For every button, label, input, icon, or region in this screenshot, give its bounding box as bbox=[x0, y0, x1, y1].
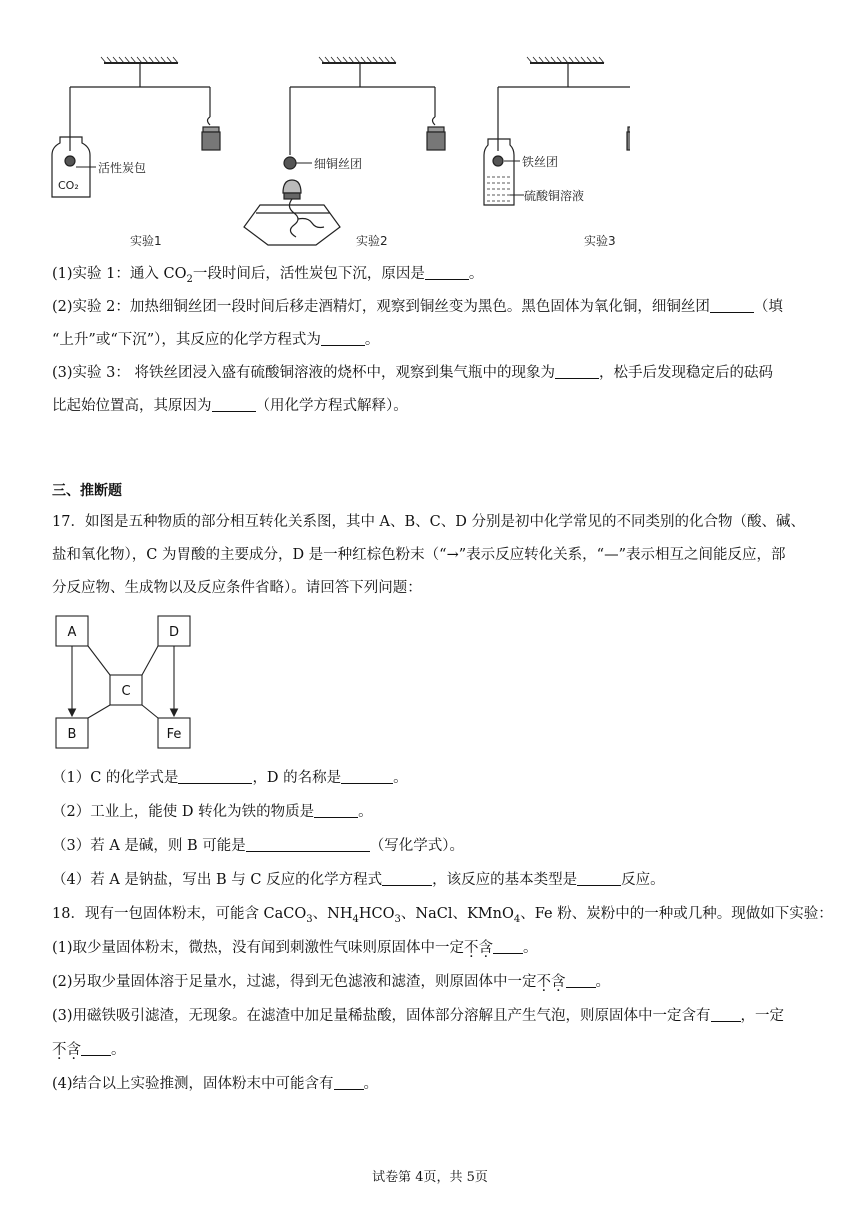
q17-stem-line3: 分反应物、生成物以及反应条件省略）。请回答下列问题： bbox=[52, 580, 422, 596]
q17-part2: （2）工业上，能使 D 转化为铁的物质是 。 bbox=[52, 804, 373, 820]
q17-part3: （3）若 A 是碱，则 B 可能是 （写化学式）。 bbox=[52, 838, 465, 854]
node-fe: Fe bbox=[166, 727, 182, 742]
node-c: C bbox=[121, 684, 131, 699]
answer-blank[interactable] bbox=[212, 397, 256, 412]
q18-stem: 18．现有一包固体粉末，可能含 CaCO$_3$、$NH_4HCO_3$、NaCl、KMnO$_4$、Fe 粉、炭粉中的一种或几种。现做如下实验： bbox=[52, 906, 833, 925]
q16-part1: (1)实验 1：通入 $CO_2$一段时间后，活性炭包下沉，原因是 。 bbox=[52, 266, 484, 285]
answer-blank[interactable] bbox=[711, 1007, 741, 1022]
experiment-3-label: 实验3 bbox=[584, 234, 616, 248]
q16-part3-line1: (3)实验 3： 将铁丝团浸入盛有硫酸铜溶液的烧杯中，观察到集气瓶中的现象为 ，松手后发现稳定后的砝码 bbox=[52, 365, 773, 381]
q18-part4: (4)结合以上实验推测，固体粉末中可能含有 。 bbox=[52, 1076, 379, 1092]
experiment-3-apparatus bbox=[484, 57, 630, 205]
bag-label: 活性炭包 bbox=[98, 161, 147, 175]
q16-part2-line2: “上升”或“下沉”），其反应的化学方程式为 。 bbox=[52, 332, 380, 348]
answer-blank[interactable] bbox=[566, 973, 596, 988]
answer-blank[interactable] bbox=[341, 769, 393, 784]
answer-blank[interactable] bbox=[81, 1041, 111, 1056]
answer-blank[interactable] bbox=[425, 265, 469, 280]
q17-stem-line1: 17．如图是五种物质的部分相互转化关系图，其中 A、B、C、D 分别是初中化学常见的不同类别的化合物（酸、碱、 bbox=[52, 514, 806, 530]
answer-blank[interactable] bbox=[334, 1075, 364, 1090]
q17-part4: （4）若 A 是钠盐，写出 B 与 C 反应的化学方程式 ，该反应的基本类型是 反应。 bbox=[52, 872, 665, 888]
q18-part3-line2: 不含 。 bbox=[52, 1042, 126, 1058]
q18-part2: (2)另取少量固体溶于足量水，过滤，得到无色滤液和滤渣，则原固体中一定不含 。 bbox=[52, 974, 611, 990]
answer-blank[interactable] bbox=[577, 871, 621, 886]
q18-part3-line1: (3)用磁铁吸引滤渣，无现象。在滤渣中加足量稀盐酸，固体部分溶解且产生气泡，则原固体中一定含有 ，一定 bbox=[52, 1008, 785, 1024]
q16-part2-line1: (2)实验 2：加热细铜丝团一段时间后移走酒精灯，观察到铜丝变为黑色。黑色固体为氧化铜，细铜丝团 （填 bbox=[52, 299, 783, 315]
answer-blank[interactable] bbox=[382, 871, 432, 886]
answer-blank[interactable] bbox=[246, 837, 370, 852]
node-d: D bbox=[168, 625, 180, 640]
relation-diagram bbox=[50, 612, 200, 752]
q16-part3-line2: 比起始位置高，其原因为 （用化学方程式解释）。 bbox=[52, 398, 408, 414]
node-b: B bbox=[67, 727, 77, 742]
gas-label: CO₂ bbox=[58, 179, 79, 192]
experiment-2-label: 实验2 bbox=[356, 234, 388, 248]
answer-blank[interactable] bbox=[178, 769, 252, 784]
answer-blank[interactable] bbox=[710, 298, 754, 313]
copper-ball-label: 细铜丝团 bbox=[314, 157, 363, 171]
solution-label: 硫酸铜溶液 bbox=[524, 189, 585, 203]
q18-part1: (1)取少量固体粉末，微热，没有闻到刺激性气味则原固体中一定不含 。 bbox=[52, 940, 538, 956]
answer-blank[interactable] bbox=[321, 331, 365, 346]
q17-stem-line2: 盐和氧化物），C 为胃酸的主要成分，D 是一种红棕色粉末（“→”表示反应转化关系，“—”表示相互之间能反应，部 bbox=[52, 547, 786, 563]
experiment-1-apparatus bbox=[52, 57, 220, 197]
q17-part1: （1）C 的化学式是 ，D 的名称是 。 bbox=[52, 770, 408, 786]
node-a: A bbox=[67, 625, 77, 640]
answer-blank[interactable] bbox=[555, 364, 599, 379]
section-title: 三、推断题 bbox=[52, 483, 122, 499]
iron-ball-label: 铁丝团 bbox=[522, 155, 559, 169]
experiment-figure bbox=[40, 55, 630, 255]
answer-blank[interactable] bbox=[314, 803, 358, 818]
answer-blank[interactable] bbox=[493, 939, 523, 954]
experiment-1-label: 实验1 bbox=[130, 234, 162, 248]
experiment-2-apparatus bbox=[244, 57, 445, 245]
page-footer: 试卷第 4页，共 5页 bbox=[372, 1170, 488, 1185]
